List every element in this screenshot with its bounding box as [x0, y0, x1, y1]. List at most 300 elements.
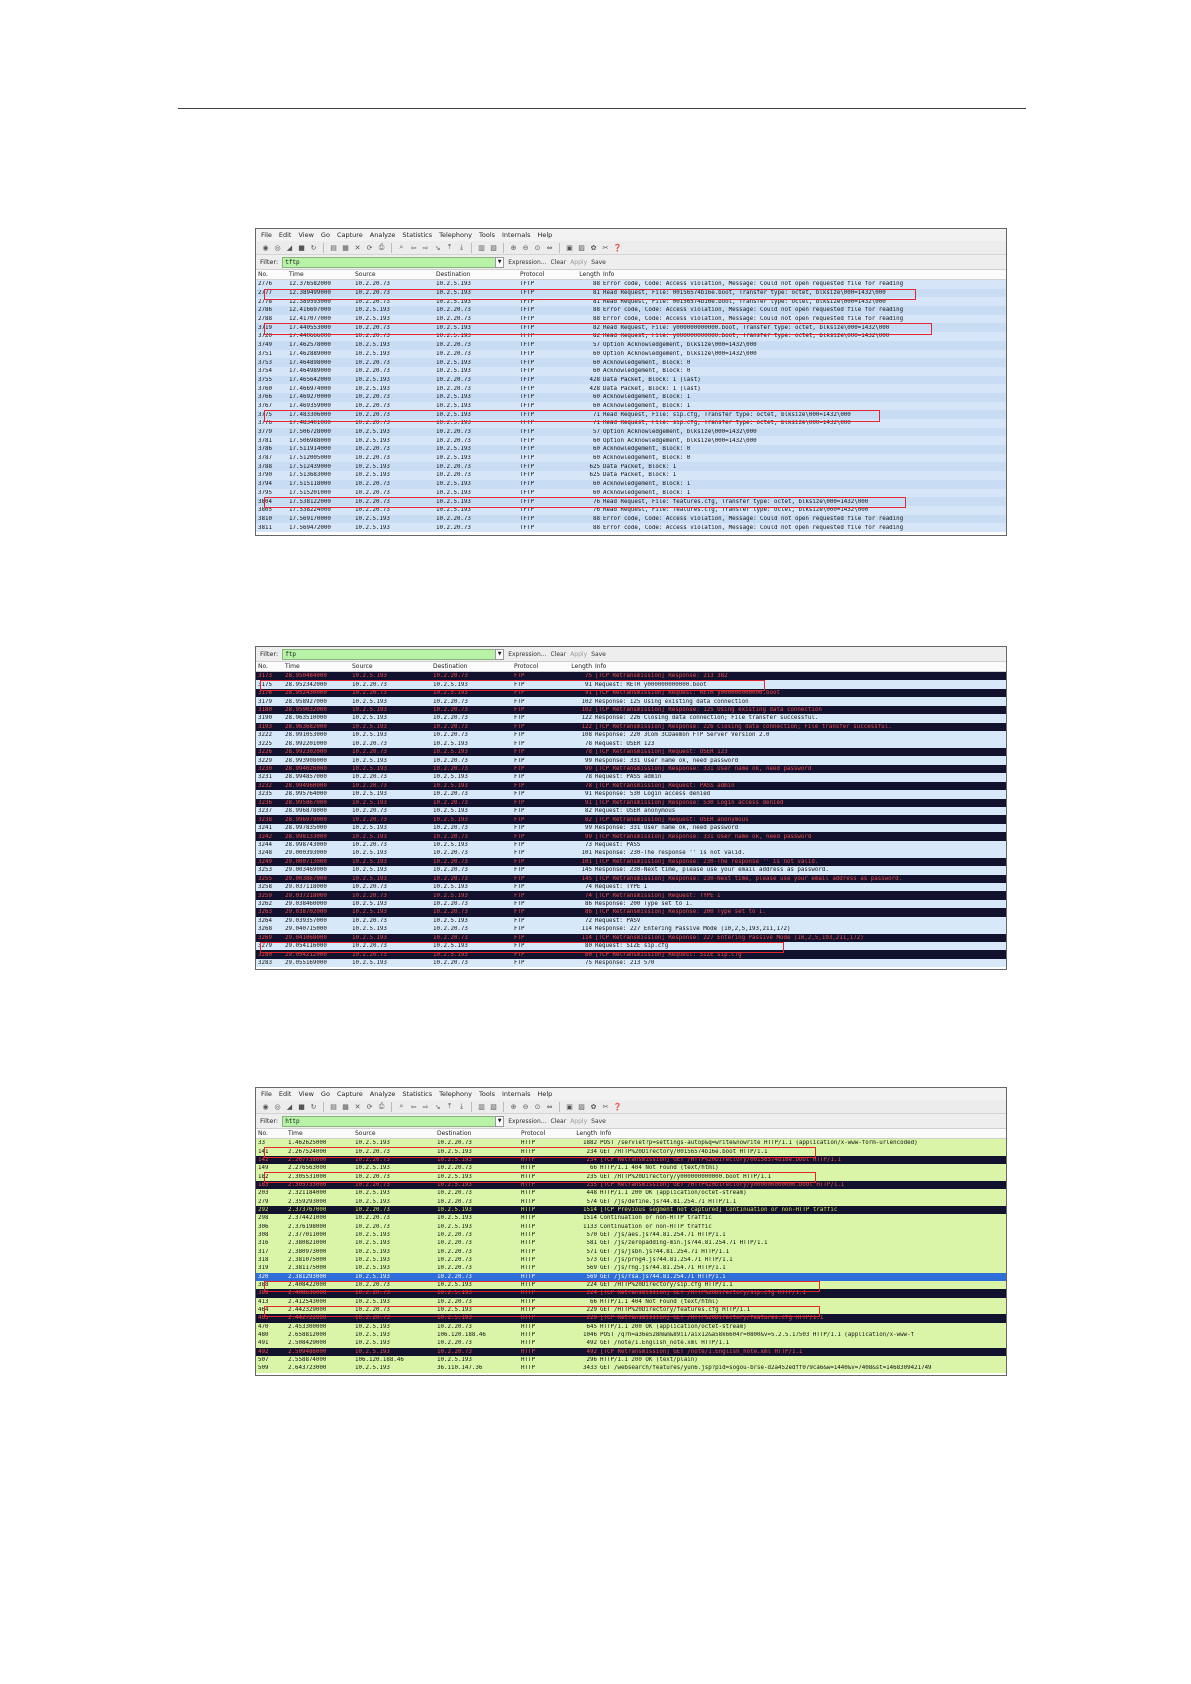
packet-row[interactable]: [256, 875, 1006, 883]
cell-length: 91: [585, 690, 592, 697]
capture-filters-icon[interactable]: ▣: [566, 243, 573, 252]
last-packet-icon[interactable]: ⤓: [459, 1102, 464, 1110]
stop-capture-icon[interactable]: ■: [298, 1102, 305, 1111]
cell-no: 3810: [258, 515, 272, 522]
packet-row[interactable]: [256, 723, 1006, 731]
packet-row[interactable]: [256, 1323, 1006, 1331]
packet-row[interactable]: [256, 714, 1006, 722]
column-header-source[interactable]: Source: [355, 1130, 376, 1137]
column-header-info[interactable]: Info: [600, 1130, 612, 1137]
packet-row[interactable]: [256, 706, 1006, 714]
packet-row[interactable]: [256, 841, 1006, 849]
menu-edit[interactable]: Edit: [278, 1090, 292, 1098]
menu-view[interactable]: View: [298, 1090, 314, 1098]
interface-list-icon[interactable]: ◉: [262, 243, 269, 252]
packet-row[interactable]: [256, 323, 1006, 332]
packet-row[interactable]: [256, 1298, 1006, 1306]
packet-row[interactable]: [256, 900, 1006, 908]
packet-row[interactable]: [256, 925, 1006, 933]
colorize-icon[interactable]: ▥: [478, 243, 485, 252]
packet-row[interactable]: [256, 866, 1006, 874]
start-capture-icon[interactable]: ◢: [286, 243, 293, 252]
cell-protocol: HTTP: [521, 1340, 535, 1347]
packet-row[interactable]: [256, 1231, 1006, 1239]
autoscroll-icon[interactable]: ▧: [490, 243, 497, 252]
packet-row[interactable]: [256, 523, 1006, 532]
restart-capture-icon[interactable]: ↻: [310, 243, 317, 252]
cell-length: 91: [585, 791, 592, 798]
packet-row[interactable]: [256, 950, 1006, 958]
column-header-time[interactable]: Time: [289, 271, 304, 278]
packet-row[interactable]: [256, 289, 1006, 298]
cell-protocol: HTTP: [521, 1165, 535, 1172]
menu-telephony[interactable]: Telephony: [439, 231, 472, 239]
cell-destination: 10.2.5.193: [437, 1282, 472, 1289]
packet-row[interactable]: [256, 419, 1006, 428]
packet-row[interactable]: [256, 748, 1006, 756]
expression-button[interactable]: Expression...: [508, 650, 547, 658]
cell-info: [TCP Previous segment not captured] Continuation or non-HTTP traffic: [600, 1206, 838, 1213]
cell-no: 3776: [258, 420, 272, 427]
cell-length: 428: [589, 385, 600, 392]
display-filters-icon[interactable]: ▨: [578, 1102, 585, 1111]
cell-destination: 10.2.20.73: [433, 723, 468, 730]
zoom-out-icon[interactable]: ⊖: [522, 1102, 529, 1111]
packet-row[interactable]: [256, 959, 1006, 967]
packet-row[interactable]: [256, 297, 1006, 306]
cell-destination: 10.2.20.73: [433, 960, 468, 967]
cell-protocol: FTP: [514, 715, 525, 722]
column-header-no[interactable]: No.: [258, 663, 268, 670]
coloring-rules-icon[interactable]: ✿: [590, 243, 597, 252]
cell-protocol: HTTP: [521, 1365, 535, 1372]
help-icon[interactable]: ❓: [613, 243, 622, 252]
coloring-rules-icon[interactable]: ✿: [590, 1102, 597, 1111]
find-icon[interactable]: ⌕: [399, 243, 404, 251]
cell-info: GET /js/define.js?44.81.254.71 HTTP/1.1: [600, 1198, 737, 1205]
column-header-destination[interactable]: Destination: [436, 271, 471, 278]
column-header-protocol[interactable]: Protocol: [520, 271, 545, 278]
packet-row[interactable]: [256, 332, 1006, 341]
cell-source: 10.2.20.73: [355, 368, 390, 375]
cell-source: 10.2.20.73: [355, 455, 390, 462]
display-filter-input[interactable]: tftp: [282, 257, 496, 268]
menu-capture[interactable]: Capture: [336, 231, 363, 239]
print-icon[interactable]: ⎙: [378, 243, 385, 251]
preferences-icon[interactable]: ✂: [602, 1102, 609, 1111]
packet-row[interactable]: [256, 799, 1006, 807]
save-filter-button[interactable]: Save: [591, 258, 606, 266]
goto-icon[interactable]: ↘: [434, 1102, 441, 1111]
cell-source: 10.2.20.73: [355, 446, 390, 453]
reload-icon[interactable]: ⟳: [366, 243, 373, 252]
apply-button[interactable]: Apply: [570, 258, 588, 266]
cell-destination: 10.2.5.193: [436, 333, 471, 340]
preferences-icon[interactable]: ✂: [602, 243, 609, 252]
forward-icon[interactable]: ⇨: [422, 243, 429, 252]
resize-columns-icon[interactable]: ⇔: [546, 243, 553, 252]
column-header-info[interactable]: Info: [595, 663, 607, 670]
cell-source: 10.2.20.73: [355, 298, 390, 305]
packet-row[interactable]: [256, 376, 1006, 385]
cell-time: 28.959032000: [285, 706, 327, 713]
cell-info: Response: 530 Login access denied: [595, 791, 711, 798]
open-file-icon[interactable]: ▤: [330, 1102, 337, 1111]
packet-row[interactable]: [256, 1264, 1006, 1272]
packet-row[interactable]: [256, 680, 1006, 688]
cell-time: 29.039357000: [285, 917, 327, 924]
back-icon[interactable]: ⇦: [410, 1102, 417, 1111]
cell-time: 17.462889000: [289, 350, 331, 357]
cell-time: 2.453300000: [288, 1323, 327, 1330]
cell-source: 10.2.20.73: [352, 884, 387, 891]
column-header-source[interactable]: Source: [355, 271, 376, 278]
first-packet-icon[interactable]: ⤒: [447, 1102, 452, 1110]
cell-source: 10.2.20.73: [355, 1307, 390, 1314]
stop-capture-icon[interactable]: ■: [298, 243, 305, 252]
save-filter-button[interactable]: Save: [591, 1117, 606, 1125]
cell-no: 3749: [258, 342, 272, 349]
menu-help[interactable]: Help: [537, 231, 553, 239]
expression-button[interactable]: Expression...: [508, 258, 547, 266]
column-header-length[interactable]: Length: [576, 1130, 597, 1137]
normal-size-icon[interactable]: ⊙: [534, 243, 541, 252]
packet-row[interactable]: [256, 858, 1006, 866]
cell-time: 2.305531000: [288, 1173, 327, 1180]
cell-protocol: HTTP: [521, 1298, 535, 1305]
packet-row[interactable]: [256, 1314, 1006, 1322]
cell-info: Request: RETR y000000000000.boot: [595, 681, 707, 688]
cell-destination: 10.2.5.193: [437, 1290, 472, 1297]
cell-destination: 10.2.20.73: [437, 1165, 472, 1172]
packet-row[interactable]: [256, 280, 1006, 289]
packet-row[interactable]: [256, 384, 1006, 393]
display-filters-icon[interactable]: ▨: [578, 243, 585, 252]
capture-filters-icon[interactable]: ▣: [566, 1102, 573, 1111]
last-packet-icon[interactable]: ⤓: [459, 243, 464, 251]
cell-no: 3786: [258, 446, 272, 453]
goto-icon[interactable]: ↘: [434, 243, 441, 252]
cell-source: 10.2.5.193: [352, 799, 387, 806]
menu-statistics[interactable]: Statistics: [402, 231, 433, 239]
apply-button[interactable]: Apply: [570, 1117, 588, 1125]
cell-source: 10.2.20.73: [355, 411, 390, 418]
packet-row[interactable]: [256, 1181, 1006, 1189]
clear-button[interactable]: Clear: [550, 650, 567, 658]
menu-tools[interactable]: Tools: [479, 1090, 496, 1098]
expression-button[interactable]: Expression...: [508, 1117, 547, 1125]
cell-length: 234: [586, 1156, 597, 1163]
packet-row[interactable]: [256, 782, 1006, 790]
cell-protocol: HTTP: [521, 1181, 535, 1188]
column-header-length[interactable]: Length: [579, 271, 600, 278]
packet-row[interactable]: [256, 891, 1006, 899]
packet-row[interactable]: [256, 350, 1006, 359]
cell-time: 17.483401000: [289, 420, 331, 427]
menu-telephony[interactable]: Telephony: [439, 1090, 472, 1098]
display-filter-input[interactable]: ftp: [282, 649, 496, 660]
packet-row[interactable]: [256, 1164, 1006, 1172]
cell-source: 10.2.20.73: [355, 1156, 390, 1163]
clear-button[interactable]: Clear: [550, 1117, 567, 1125]
menu-go[interactable]: Go: [320, 1090, 330, 1098]
packet-row[interactable]: [256, 697, 1006, 705]
packet-row[interactable]: [256, 908, 1006, 916]
options-icon[interactable]: ◎: [274, 1102, 281, 1111]
packet-row[interactable]: [256, 824, 1006, 832]
close-file-icon[interactable]: ✕: [354, 243, 361, 252]
packet-row[interactable]: [256, 1364, 1006, 1372]
packet-row[interactable]: [256, 367, 1006, 376]
packet-row[interactable]: [256, 1147, 1006, 1155]
menu-edit[interactable]: Edit: [278, 231, 292, 239]
restart-capture-icon[interactable]: ↻: [310, 1102, 317, 1111]
zoom-in-icon[interactable]: ⊕: [510, 1102, 517, 1111]
cell-protocol: FTP: [514, 901, 525, 908]
display-filter-input[interactable]: http: [282, 1116, 496, 1127]
forward-icon[interactable]: ⇨: [422, 1102, 429, 1111]
cell-destination: 10.2.5.193: [436, 507, 471, 514]
cell-source: 10.2.5.193: [355, 1198, 390, 1205]
cell-info: GET /HTTP%20Directory/y000000000000.boot HTTP/1.1: [600, 1173, 772, 1180]
cell-length: 60: [593, 402, 600, 409]
packet-row[interactable]: [256, 1247, 1006, 1255]
packet-row[interactable]: [256, 934, 1006, 942]
help-icon[interactable]: ❓: [613, 1102, 622, 1111]
packet-row[interactable]: [256, 506, 1006, 515]
packet-row[interactable]: [256, 1306, 1006, 1314]
filter-dropdown-icon[interactable]: ▼: [495, 257, 504, 268]
packet-row[interactable]: [256, 807, 1006, 815]
packet-row[interactable]: [256, 515, 1006, 524]
packet-row[interactable]: [256, 1139, 1006, 1147]
packet-row[interactable]: [256, 942, 1006, 950]
cell-protocol: FTP: [514, 892, 525, 899]
apply-button[interactable]: Apply: [570, 650, 588, 658]
column-header-protocol[interactable]: Protocol: [521, 1130, 546, 1137]
cell-source: 10.2.20.73: [355, 1206, 390, 1213]
packet-row[interactable]: [256, 832, 1006, 840]
resize-columns-icon[interactable]: ⇔: [546, 1102, 553, 1111]
cell-length: 1133: [583, 1223, 597, 1230]
cell-time: 12.417077000: [289, 316, 331, 323]
cell-protocol: FTP: [514, 960, 525, 967]
packet-row[interactable]: [256, 436, 1006, 445]
save-filter-button[interactable]: Save: [591, 650, 606, 658]
menu-analyze[interactable]: Analyze: [369, 1090, 396, 1098]
packet-row[interactable]: [256, 1348, 1006, 1356]
cell-length: 82: [585, 808, 592, 815]
cell-protocol: FTP: [514, 749, 525, 756]
packet-row[interactable]: [256, 1156, 1006, 1164]
cell-no: 319: [258, 1265, 269, 1272]
packet-row[interactable]: [256, 917, 1006, 925]
options-icon[interactable]: ◎: [274, 243, 281, 252]
find-icon[interactable]: ⌕: [399, 1102, 404, 1110]
packet-row[interactable]: [256, 393, 1006, 402]
cell-source: 10.2.20.73: [352, 690, 387, 697]
packet-row[interactable]: [256, 497, 1006, 506]
cell-time: 2.381075000: [288, 1256, 327, 1263]
zoom-in-icon[interactable]: ⊕: [510, 243, 517, 252]
packet-row[interactable]: [256, 1239, 1006, 1247]
column-header-time[interactable]: Time: [285, 663, 300, 670]
menu-analyze[interactable]: Analyze: [369, 231, 396, 239]
menu-file[interactable]: File: [261, 1090, 272, 1098]
menu-statistics[interactable]: Statistics: [402, 1090, 433, 1098]
packet-row[interactable]: [256, 454, 1006, 463]
save-file-icon[interactable]: ▦: [342, 243, 349, 252]
save-file-icon[interactable]: ▦: [342, 1102, 349, 1111]
menu-view[interactable]: View: [298, 231, 314, 239]
menu-go[interactable]: Go: [320, 231, 330, 239]
packet-row[interactable]: [256, 445, 1006, 454]
menu-tools[interactable]: Tools: [479, 231, 496, 239]
packet-row[interactable]: [256, 341, 1006, 350]
cell-length: 86: [585, 909, 592, 916]
packet-row[interactable]: [256, 306, 1006, 315]
column-header-source[interactable]: Source: [352, 663, 373, 670]
packet-row[interactable]: [256, 410, 1006, 419]
packet-row[interactable]: [256, 489, 1006, 498]
cell-destination: 10.2.5.193: [433, 951, 468, 958]
column-header-no[interactable]: No.: [258, 271, 268, 278]
cell-source: 10.2.5.193: [352, 766, 387, 773]
packet-row[interactable]: [256, 1172, 1006, 1180]
packet-row[interactable]: [256, 756, 1006, 764]
cell-protocol: FTP: [514, 723, 525, 730]
colorize-icon[interactable]: ▥: [478, 1102, 485, 1111]
cell-source: 10.2.5.193: [355, 1231, 390, 1238]
menu-internals[interactable]: Internals: [502, 231, 531, 239]
main-toolbar: [256, 1100, 1006, 1114]
cell-protocol: TFTP: [520, 385, 534, 392]
cell-length: 80: [585, 943, 592, 950]
packet-row[interactable]: [256, 1356, 1006, 1364]
cell-info: Data Packet, Block: 1 (last): [603, 376, 701, 383]
cell-no: 3767: [258, 402, 272, 409]
cell-info: [TCP Retransmission] Response: 530 Login access denied: [595, 799, 784, 806]
back-icon[interactable]: ⇦: [410, 243, 417, 252]
close-file-icon[interactable]: ✕: [354, 1102, 361, 1111]
cell-destination: 10.2.5.193: [433, 917, 468, 924]
cell-protocol: FTP: [514, 732, 525, 739]
cell-source: 10.2.5.193: [352, 850, 387, 857]
cell-protocol: FTP: [514, 706, 525, 713]
normal-size-icon[interactable]: ⊙: [534, 1102, 541, 1111]
packet-row[interactable]: [256, 402, 1006, 411]
cell-length: 428: [589, 376, 600, 383]
packet-row[interactable]: [256, 1339, 1006, 1347]
packet-row[interactable]: [256, 1206, 1006, 1214]
packet-row[interactable]: [256, 480, 1006, 489]
menu-file[interactable]: File: [261, 231, 272, 239]
packet-row[interactable]: [256, 462, 1006, 471]
packet-row[interactable]: [256, 773, 1006, 781]
menu-capture[interactable]: Capture: [336, 1090, 363, 1098]
cell-time: 2.305733000: [288, 1181, 327, 1188]
zoom-out-icon[interactable]: ⊖: [522, 243, 529, 252]
cell-source: 10.2.5.193: [352, 833, 387, 840]
packet-row[interactable]: [256, 1214, 1006, 1222]
column-header-destination[interactable]: Destination: [433, 663, 468, 670]
cell-length: 234: [586, 1148, 597, 1155]
column-header-protocol[interactable]: Protocol: [514, 663, 539, 670]
packet-row[interactable]: [256, 849, 1006, 857]
packet-row[interactable]: [256, 689, 1006, 697]
packet-row[interactable]: [256, 1222, 1006, 1230]
column-header-info[interactable]: Info: [603, 271, 615, 278]
packet-row[interactable]: [256, 1189, 1006, 1197]
cell-time: 17.483306000: [289, 411, 331, 418]
cell-source: 10.2.5.193: [352, 909, 387, 916]
cell-protocol: HTTP: [521, 1231, 535, 1238]
cell-time: 17.466974000: [289, 385, 331, 392]
column-header-length[interactable]: Length: [571, 663, 592, 670]
autoscroll-icon[interactable]: ▧: [490, 1102, 497, 1111]
cell-destination: 10.2.20.73: [436, 316, 471, 323]
packet-row[interactable]: [256, 1331, 1006, 1339]
clear-button[interactable]: Clear: [550, 258, 567, 266]
cell-protocol: FTP: [514, 909, 525, 916]
cell-destination: 10.2.20.73: [436, 342, 471, 349]
reload-icon[interactable]: ⟳: [366, 1102, 373, 1111]
packet-row[interactable]: [256, 1256, 1006, 1264]
menu-help[interactable]: Help: [537, 1090, 553, 1098]
cell-destination: 10.2.20.73: [433, 757, 468, 764]
packet-row[interactable]: [256, 672, 1006, 680]
cell-info: GET /HTTP%20Directory/sip.cfg HTTP/1.1: [600, 1282, 733, 1289]
start-capture-icon[interactable]: ◢: [286, 1102, 293, 1111]
packet-row[interactable]: [256, 358, 1006, 367]
packet-row[interactable]: [256, 1197, 1006, 1205]
packet-row[interactable]: [256, 765, 1006, 773]
column-header-time[interactable]: Time: [288, 1130, 303, 1137]
packet-row[interactable]: [256, 790, 1006, 798]
packet-row[interactable]: [256, 471, 1006, 480]
cell-source: 10.2.5.193: [355, 524, 390, 531]
cell-source: 10.2.5.193: [355, 1248, 390, 1255]
filter-bar: [256, 255, 1006, 270]
open-file-icon[interactable]: ▤: [330, 243, 337, 252]
column-header-no[interactable]: No.: [258, 1130, 268, 1137]
filter-dropdown-icon[interactable]: ▼: [495, 1116, 504, 1127]
print-icon[interactable]: ⎙: [378, 1102, 385, 1110]
packet-row[interactable]: [256, 1273, 1006, 1281]
cell-time: 2.267524000: [288, 1148, 327, 1155]
packet-row[interactable]: [256, 428, 1006, 437]
cell-info: Acknowledgement, Block: 1: [603, 481, 691, 488]
interface-list-icon[interactable]: ◉: [262, 1102, 269, 1111]
cell-length: 78: [585, 749, 592, 756]
cell-source: 10.2.5.193: [355, 1365, 390, 1372]
menu-internals[interactable]: Internals: [502, 1090, 531, 1098]
filter-dropdown-icon[interactable]: ▼: [495, 649, 504, 660]
column-header-destination[interactable]: Destination: [437, 1130, 472, 1137]
packet-row[interactable]: [256, 731, 1006, 739]
packet-row[interactable]: [256, 815, 1006, 823]
cell-length: 57: [593, 429, 600, 436]
packet-row[interactable]: [256, 1289, 1006, 1297]
cell-info: [TCP Retransmission] Response: 331 User name ok, need password: [595, 833, 812, 840]
packet-row[interactable]: [256, 883, 1006, 891]
cell-source: 10.2.20.73: [352, 892, 387, 899]
packet-row[interactable]: [256, 740, 1006, 748]
packet-row[interactable]: [256, 1281, 1006, 1289]
first-packet-icon[interactable]: ⤒: [447, 243, 452, 251]
cell-destination: 10.2.5.193: [436, 446, 471, 453]
packet-row[interactable]: [256, 315, 1006, 324]
